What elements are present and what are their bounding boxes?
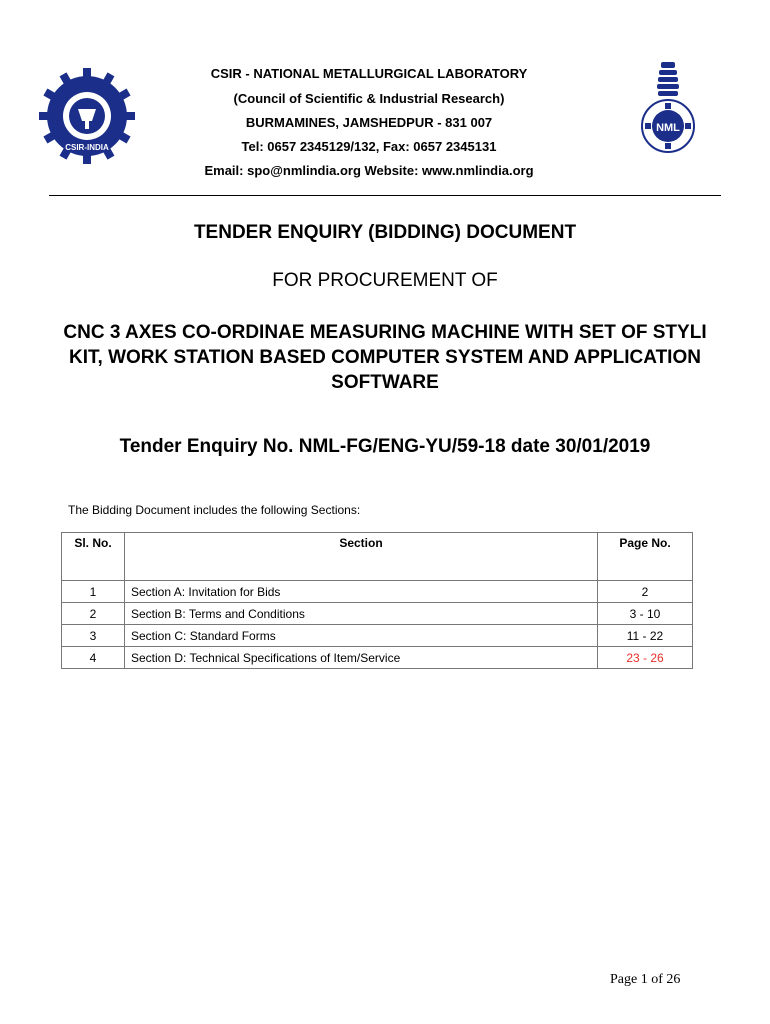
document-subtitle: FOR PROCUREMENT OF [272, 270, 498, 291]
row-sl-no: 4 [62, 647, 125, 669]
row-section: Section C: Standard Forms [125, 625, 598, 647]
table-row [62, 581, 693, 603]
item-title: CNC 3 AXES CO-ORDINAE MEASURING MACHINE WITH SET OF STYLI KIT, WORK STATION BASED COMPUTER SYSTEM AND APPLICATION SOFTWARE [63, 322, 707, 393]
table-row [62, 647, 693, 669]
row-pages: 11 - 22 [598, 625, 693, 647]
nml-logo [620, 58, 716, 176]
page-footer: Page 1 of 26 [610, 972, 681, 987]
phone-fax: Tel: 0657 2345129/132, Fax: 0657 2345131 [241, 139, 497, 154]
row-sl-no: 1 [62, 581, 125, 603]
email-website: Email: spo@nmlindia.org Website: www.nmlindia.org [204, 163, 534, 178]
nml-logo-text: NML [656, 122, 680, 134]
header-sl-no: Sl. No. [62, 533, 125, 581]
csir-logo [36, 65, 138, 167]
row-pages: 2 [598, 581, 693, 603]
row-section: Section A: Invitation for Bids [125, 581, 598, 603]
header-section: Section [125, 533, 598, 581]
row-sl-no: 2 [62, 603, 125, 625]
tender-number: Tender Enquiry No. NML-FG/ENG-YU/59-18 date 30/01/2019 [119, 436, 651, 457]
csir-logo-text: CSIR-INDIA [65, 143, 109, 152]
row-section: Section D: Technical Specifications of Item/Service [125, 647, 598, 669]
header-divider [49, 195, 721, 196]
lab-name: CSIR - NATIONAL METALLURGICAL LABORATORY [210, 66, 528, 81]
table-row [62, 625, 693, 647]
address: BURMAMINES, JAMSHEDPUR - 831 007 [245, 115, 493, 130]
sections-intro: The Bidding Document includes the following Sections: [68, 503, 361, 517]
sections-table [61, 532, 693, 669]
table-header-row [62, 533, 693, 581]
table-row [62, 603, 693, 625]
document-title: TENDER ENQUIRY (BIDDING) DOCUMENT [193, 222, 577, 243]
row-pages: 23 - 26 [598, 647, 693, 669]
row-pages: 3 - 10 [598, 603, 693, 625]
row-section: Section B: Terms and Conditions [125, 603, 598, 625]
council-name: (Council of Scientific & Industrial Research) [233, 91, 505, 106]
row-sl-no: 3 [62, 625, 125, 647]
header-page-no: Page No. [598, 533, 693, 581]
